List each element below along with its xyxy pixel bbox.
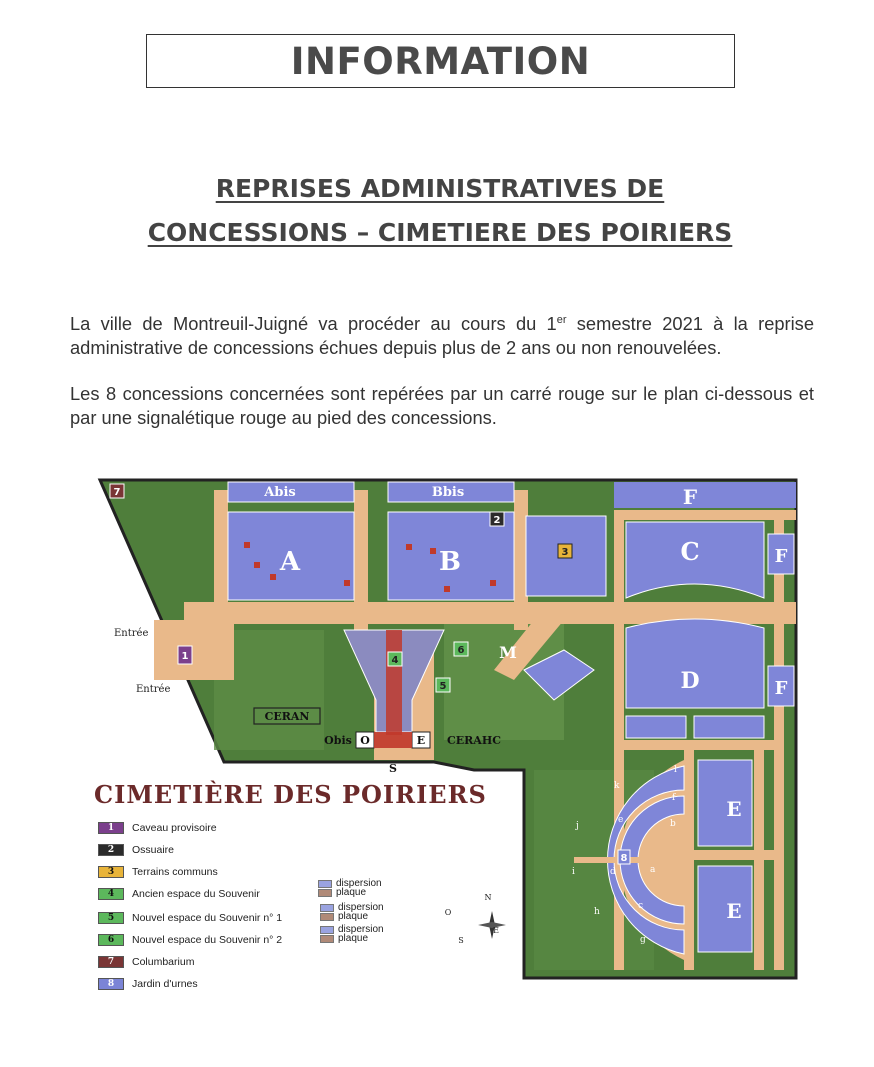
label-f-3: F [774, 678, 788, 699]
legend-swatch: 8 [98, 978, 124, 990]
legend-item [98, 864, 218, 880]
compass-rose [478, 911, 506, 939]
legend-item [98, 842, 174, 858]
label-s: S [389, 762, 397, 775]
num-1: 1 [181, 651, 189, 662]
legend-swatch: 6 [98, 934, 124, 946]
label-o: O [360, 734, 370, 747]
num-7: 7 [113, 487, 121, 498]
label-ceran: CERAN [264, 710, 310, 723]
block-d [626, 619, 764, 708]
compass-n: N [484, 893, 492, 902]
num-6: 6 [457, 645, 465, 656]
legend-label: Ossuaire [132, 844, 175, 856]
label-f-2: F [774, 546, 788, 567]
label-entree-1: Entrée [114, 628, 149, 639]
label-abis: Abis [264, 485, 296, 500]
legend-swatch: 7 [98, 956, 124, 968]
information-header: INFORMATION [146, 34, 735, 88]
label-e-2: E [726, 899, 742, 923]
legend-swatch: 3 [98, 866, 124, 878]
label-f-1: F [682, 485, 698, 509]
garden-b: b [670, 819, 676, 829]
legend-swatch: 2 [98, 844, 124, 856]
legend-label: Caveau provisoire [132, 822, 217, 834]
label-a: A [279, 547, 301, 577]
paragraph-1: La ville de Montreuil-Juigné va procéder au cours du 1er semestre 2021 à la reprise administrative de concessions échues depuis plus de 2 ans ou non renouvelées. [70, 313, 814, 358]
legend-item [98, 932, 282, 948]
legend-sub-swatch [318, 889, 332, 897]
legend-item [98, 820, 217, 836]
garden-f: f [672, 793, 676, 803]
legend-sub-label: plaque [338, 911, 369, 922]
legend-title: CIMETIÈRE DES POIRIERS [94, 780, 487, 809]
label-cerahc: CERAHC [447, 734, 501, 747]
legend-item [98, 910, 282, 926]
label-e-gate: E [416, 734, 426, 747]
legend-sub-swatch [320, 935, 334, 943]
garden-c: c [638, 901, 644, 911]
legend-item [98, 954, 194, 970]
legend-label: Nouvel espace du Souvenir n° 1 [132, 912, 283, 924]
num-3: 3 [561, 547, 569, 558]
label-d: D [680, 668, 700, 694]
legend-sub-label: dispersion [338, 902, 384, 913]
garden-j: j [576, 821, 579, 831]
garden-l: l [674, 765, 677, 775]
legend-label: Columbarium [132, 956, 195, 968]
legend-label: Terrains communs [132, 866, 218, 878]
block-e-1 [698, 760, 752, 846]
legend-sub-plaque [320, 911, 368, 922]
label-m: M [499, 643, 517, 662]
paragraph-2: Les 8 concessions concernées sont repérées par un carré rouge sur le plan ci-dessous et par une signalétique rouge au pied des concessions. [70, 383, 814, 428]
garden-i: i [572, 867, 575, 877]
legend-item [98, 976, 198, 992]
legend-sub-label: dispersion [336, 878, 382, 889]
legend-label: Ancien espace du Souvenir [132, 888, 260, 900]
garden-h: h [594, 907, 600, 917]
legend-sub-swatch [320, 913, 334, 921]
label-obis: Obis [324, 734, 352, 747]
legend-sub-label: dispersion [338, 924, 384, 935]
legend-swatch: 5 [98, 912, 124, 924]
block-e-2 [698, 866, 752, 952]
compass-o: O [444, 908, 452, 917]
legend-swatch: 4 [98, 888, 124, 900]
label-bbis: Bbis [431, 485, 465, 500]
label-e-1: E [726, 797, 742, 821]
num-8: 8 [620, 853, 628, 864]
garden-g: g [640, 935, 646, 945]
garden-e: e [618, 815, 624, 825]
garden-d: d [610, 867, 616, 877]
legend-sub-plaque [318, 887, 366, 898]
legend-sub-plaque [320, 933, 368, 944]
compass-e: E [493, 926, 499, 935]
legend-sub-label: plaque [336, 887, 367, 898]
label-entree-2: Entrée [136, 684, 171, 695]
legend-swatch: 1 [98, 822, 124, 834]
label-b: B [439, 547, 461, 577]
label-c: C [680, 537, 700, 566]
garden-k: k [614, 781, 620, 791]
title-line-1: REPRISES ADMINISTRATIVES DE [215, 174, 665, 203]
legend-sub-label: plaque [338, 933, 369, 944]
legend-item [98, 886, 260, 902]
num-4: 4 [391, 655, 399, 666]
legend-label: Nouvel espace du Souvenir n° 2 [132, 934, 283, 946]
legend-label: Jardin d'urnes [132, 978, 198, 990]
num-2: 2 [493, 515, 501, 526]
num-5: 5 [439, 681, 447, 692]
title-line-2: CONCESSIONS – CIMETIERE DES POIRIERS [147, 218, 733, 247]
compass-s: S [458, 936, 464, 945]
garden-a: a [650, 865, 656, 875]
